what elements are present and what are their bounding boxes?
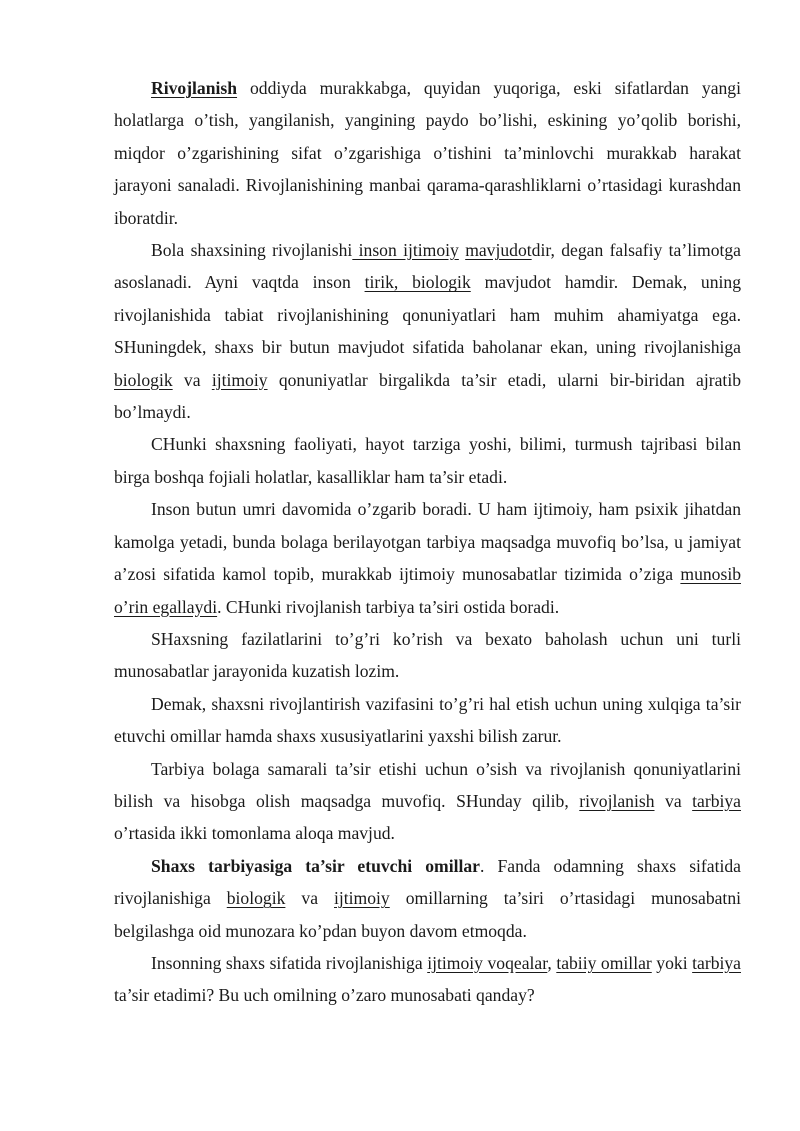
text-span: ,	[547, 952, 557, 973]
paragraph	[114, 428, 741, 493]
text-span: Inson butun umri davomida o’zgarib boradi. U ham ijtimoiy, ham psixik jihatdan kamolga yetadi, bunda bolaga berilayotgan tarbiya maqsadga muvofiq bo’lsa, u jamiyat a’zosi sifatida kamol topib, murakkab ijtimoiy munosabatlar tizimida o’ziga	[114, 499, 741, 585]
underlined-term: ijtimoiy	[211, 369, 268, 390]
text-span: dir, degan falsafiy ta’limotga asoslanadi. Ayni vaqtda inson	[114, 240, 741, 293]
text-span: oddiyda murakkabga, quyidan yuqoriga, eski sifatlardan yangi holatlarga o’tish, yangilanish, yangining paydo bo’lishi, eskining yo’qolib borishi, miqdor o’zgarishining sifat o’zgarishiga o’tishini ta’minlovchi murakkab harakat jarayoni sanaladi. Rivojlanishining manbai qarama-qarashliklarni o’rtasidagi kurashdan iboratdir.	[114, 78, 741, 228]
underlined-term: mavjudot	[465, 240, 532, 261]
underlined-term: tabiiy omillar	[556, 952, 652, 973]
underlined-term: inson ijtimoiy	[352, 240, 459, 261]
text-span: CHunki shaxsning faoliyati, hayot tarziga yoshi, bilimi, turmush tajribasi bilan birga boshqa fojiali holatlar, kasalliklar ham ta’sir etadi.	[114, 434, 741, 487]
text-span: Bola shaxsining rivojlanishi	[151, 240, 353, 261]
underlined-term: tarbiya	[692, 790, 741, 811]
underlined-term: biologik	[226, 888, 286, 909]
text-span: o’rtasida ikki tomonlama aloqa mavjud.	[114, 823, 395, 844]
paragraph	[114, 234, 741, 428]
text-span: mavjudot hamdir. Demak, uning rivojlanishida tabiat rivojlanishining qonuniyatlari ham muhim ahamiyatga ega. SHuningdek, shaxs bir butun mavjudot sifatida baholanar ekan, uning rivojlanishiga	[114, 272, 742, 358]
underlined-term: ijtimoiy	[334, 888, 390, 909]
underlined-term: tarbiya	[692, 952, 741, 973]
text-span: yoki	[651, 952, 693, 973]
underlined-term: rivojlanish	[579, 790, 655, 811]
text-span: qonuniyatlar birgalikda ta’sir etadi, ularni bir-biridan ajratib bo’lmaydi.	[114, 369, 741, 423]
underlined-term: tirik, biologik	[364, 272, 471, 293]
text-span: va	[285, 888, 334, 909]
paragraph	[114, 753, 741, 850]
text-span: Demak, shaxsni rivojlantirish vazifasini to’g’ri hal etish uchun uning xulqiga ta’sir etuvchi omillar hamda shaxs xususiyatlarini yaxshi bilish zarur.	[114, 693, 741, 747]
underlined-term: ijtimoiy voqealar	[427, 952, 548, 973]
text-span: SHaxsning fazilatlarini to’g’ri ko’rish va bexato baholash uchun uni turli munosabatlar jarayonida kuzatish lozim.	[114, 628, 741, 682]
paragraph	[114, 850, 741, 947]
paragraph	[114, 623, 741, 688]
document-page	[114, 72, 741, 1012]
paragraph	[114, 493, 741, 623]
section-heading: Shaxs tarbiyasiga ta’sir etuvchi omillar	[151, 855, 480, 876]
paragraph	[114, 688, 741, 753]
paragraph	[114, 72, 741, 234]
text-span: va	[654, 790, 693, 811]
underlined-term: munosib o’rin egallaydi	[114, 564, 741, 617]
text-span: va	[172, 369, 212, 390]
text-span: . CHunki rivojlanish tarbiya ta’siri ostida boradi.	[217, 596, 560, 617]
text-span: ta’sir etadimi? Bu uch omilning o’zaro munosabati qanday?	[114, 985, 535, 1006]
text-span: Insonning shaxs sifatida rivojlanishiga	[151, 952, 428, 973]
term-rivojlanish: Rivojlanish	[151, 78, 238, 98]
text-span: . Fanda odamning shaxs sifatida rivojlanishiga	[114, 855, 741, 909]
underlined-term: biologik	[114, 369, 173, 390]
paragraph	[114, 947, 741, 1012]
text-span: omillarning ta’siri o’rtasidagi munosabatni belgilashga oid munozara ko’pdan buyon davom etmoqda.	[114, 888, 742, 941]
text-span: Tarbiya bolaga samarali ta’sir etishi uchun o’sish va rivojlanish qonuniyatlarini bilish va hisobga olish maqsadga muvofiq. SHunday qilib,	[114, 758, 741, 811]
